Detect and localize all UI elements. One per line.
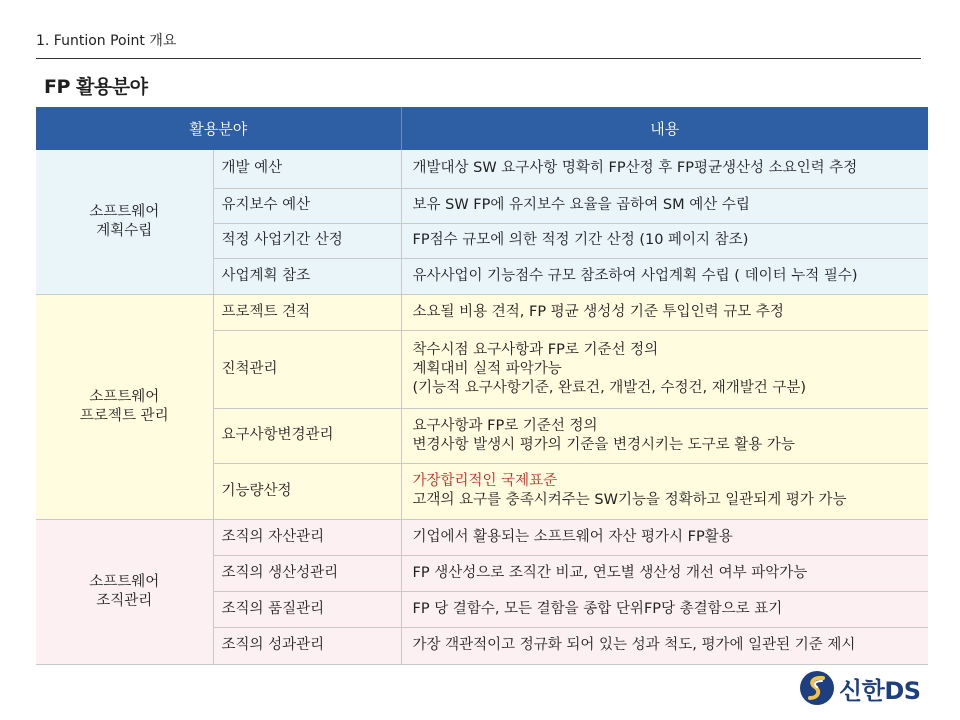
highlight-text: 가장합리적인 국제표준	[412, 473, 558, 489]
header-area: 활용분야	[36, 107, 401, 150]
content-cell: 유사사업이 기능점수 규모 참조하여 사업계획 수립 ( 데이터 누적 필수)	[401, 258, 928, 294]
field-cell: 유지보수 예산	[213, 188, 401, 223]
field-cell: 조직의 생산성관리	[213, 555, 401, 591]
field-cell: 적정 사업기간 산정	[213, 223, 401, 258]
logo-text: 신한DS	[839, 676, 921, 705]
shinhan-logo-icon	[799, 670, 835, 706]
content-cell: 착수시점 요구사항과 FP로 기준선 정의 계획대비 실적 파악가능 (기능적 요구사항기준, 완료건, 개발건, 수정건, 재개발건 구분)	[401, 330, 928, 408]
content-cell: 개발대상 SW 요구사항 명확히 FP산정 후 FP평균생산성 소요인력 추정	[401, 150, 928, 188]
content-cell: FP 당 결함수, 모든 결함을 종합 단위FP당 총결함으로 표기	[401, 591, 928, 627]
content-cell: 소요될 비용 견적, FP 평균 생성성 기준 투입인력 규모 추정	[401, 294, 928, 330]
table-row	[36, 519, 928, 555]
field-cell: 조직의 자산관리	[213, 519, 401, 555]
fp-usage-table	[36, 107, 928, 665]
content-cell: 요구사항과 FP로 기준선 정의 변경사항 발생시 평가의 기준을 변경시키는 도구로 활용 가능	[401, 408, 928, 463]
field-cell: 요구사항변경관리	[213, 408, 401, 463]
content-cell: 가장 객관적이고 정규화 되어 있는 성과 척도, 평가에 일관된 기준 제시	[401, 627, 928, 664]
field-cell: 개발 예산	[213, 150, 401, 188]
table-row	[36, 150, 928, 188]
shinhan-ds-logo	[799, 668, 921, 708]
area-cell: 소프트웨어 조직관리	[36, 519, 213, 664]
field-cell: 프로젝트 견적	[213, 294, 401, 330]
field-cell: 진척관리	[213, 330, 401, 408]
content-cell: 기업에서 활용되는 소프트웨어 자산 평가시 FP활용	[401, 519, 928, 555]
content-cell: 가장합리적인 국제표준 고객의 요구를 충족시켜주는 SW기능을 정확하고 일관되게 평가 가능	[401, 463, 928, 519]
content-cell: FP 생산성으로 조직간 비교, 연도별 생산성 개선 여부 파악가능	[401, 555, 928, 591]
field-cell: 조직의 품질관리	[213, 591, 401, 627]
area-cell: 소프트웨어 프로젝트 관리	[36, 294, 213, 519]
area-cell: 소프트웨어 계획수립	[36, 150, 213, 294]
field-cell: 조직의 성과관리	[213, 627, 401, 664]
page-title: FP 활용분야	[44, 76, 148, 98]
table-header-row	[36, 107, 928, 150]
field-cell: 기능량산정	[213, 463, 401, 519]
header-content: 내용	[401, 107, 928, 150]
content-cell: 보유 SW FP에 유지보수 요율을 곱하여 SM 예산 수립	[401, 188, 928, 223]
field-cell: 사업계획 참조	[213, 258, 401, 294]
table-row	[36, 294, 928, 330]
header-divider	[36, 58, 921, 59]
content-cell: FP점수 규모에 의한 적정 기간 산정 (10 페이지 참조)	[401, 223, 928, 258]
breadcrumb: 1. Funtion Point 개요	[36, 33, 177, 49]
